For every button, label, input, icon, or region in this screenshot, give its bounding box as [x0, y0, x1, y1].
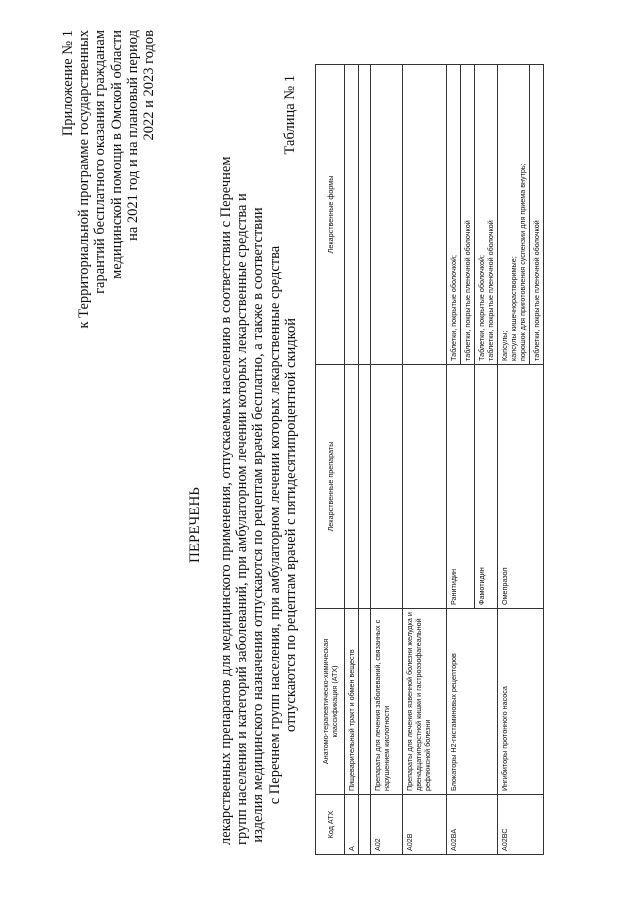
table-row	[498, 65, 544, 855]
cell-atc	[359, 609, 371, 795]
table-label: Таблица № 1	[282, 75, 298, 155]
cell-forms	[359, 65, 371, 365]
cell-forms	[403, 65, 447, 365]
table-row	[345, 65, 359, 855]
cell-atc: Блокаторы Н2-гистаминовых рецепторов	[447, 609, 498, 795]
dosage-form: таблетки, покрытые пленочной оболочкой	[529, 65, 541, 364]
header-dosage-forms: Лекарственные формы	[316, 65, 345, 365]
cell-forms	[345, 65, 359, 365]
header-atc-code: Код АТХ	[316, 795, 345, 855]
cell-code: А02ВС	[498, 795, 544, 855]
title-heading: ПЕРЕЧЕНЬ	[187, 487, 203, 563]
header-atc-classification: Анатомо-терапевтическо-химическая классификация (АТХ)	[316, 609, 345, 795]
table-header-row	[316, 65, 345, 855]
title-line: отпускаются по рецептам врачей с пятидесятипроцентной скидкой	[282, 318, 299, 732]
cell-drug: Фамотидин	[475, 365, 498, 609]
document-title	[186, 156, 299, 845]
cell-code: А02ВА	[447, 795, 498, 855]
cell-atc: Ингибиторы протонного насоса	[498, 609, 544, 795]
cell-atc: Пищеварительный тракт и обмен веществ	[345, 609, 359, 795]
cell-atc: Препараты для лечения язвенной болезни желудка и двенадцатиперстной кишки и гастроэзофагеальной рефлюксной болезни	[403, 609, 447, 795]
title-line: лекарственных препаратов для медицинского применения, отпускаемых населению в соответствии с Перечнем	[218, 156, 234, 845]
appendix-line: к Территориальной программе государственных	[76, 30, 93, 329]
cell-drug: Омепразол	[498, 365, 544, 609]
appendix-line: гарантий бесплатного оказания гражданам	[92, 30, 109, 294]
dosage-form: капсулы кишечнорастворимые;	[509, 256, 518, 361]
appendix-line: 2022 и 2023 годов	[141, 30, 158, 141]
appendix-line: медицинской помощи в Омской области	[108, 30, 125, 279]
cell-forms	[371, 65, 403, 365]
table-row	[447, 65, 475, 855]
dosage-form: таблетки, покрытые пленочной оболочкой	[486, 220, 495, 361]
dosage-form: порошок для приготовления суспензии для приема внутрь;	[518, 163, 527, 361]
cell-drug	[359, 365, 371, 609]
drug-table	[315, 64, 544, 855]
dosage-form: Капсулы;	[500, 330, 509, 361]
table-row	[359, 65, 371, 855]
cell-forms	[498, 65, 544, 365]
appendix-note	[60, 30, 157, 450]
cell-forms	[475, 65, 498, 365]
title-line: с Перечнем групп населения, при амбулаторном лечении которых лекарственные средства	[266, 245, 283, 805]
appendix-line: Приложение № 1	[60, 30, 76, 137]
cell-code: А02В	[403, 795, 447, 855]
dosage-form: Таблетки, покрытые оболочкой;	[477, 255, 486, 361]
appendix-line: на 2021 год и на плановый период	[124, 30, 141, 241]
table-row	[371, 65, 403, 855]
header-drugs: Лекарственные препараты	[316, 365, 345, 609]
cell-code	[359, 795, 371, 855]
cell-drug	[371, 365, 403, 609]
cell-drug	[345, 365, 359, 609]
cell-atc: Препараты для лечения заболеваний, связанных с нарушением кислотности	[371, 609, 403, 795]
cell-forms	[447, 65, 475, 365]
dosage-form: таблетки, покрытые пленочной оболочкой	[460, 65, 472, 364]
dosage-form: Таблетки, покрытые оболочкой;	[449, 255, 458, 361]
cell-drug: Ранитидин	[447, 365, 475, 609]
cell-drug	[403, 365, 447, 609]
cell-code: А02	[371, 795, 403, 855]
cell-code: А	[345, 795, 359, 855]
title-line: изделия медицинского назначения отпускаются по рецептам врачей бесплатно, а также в соответствии	[250, 207, 267, 843]
title-line: групп населения и категорий заболеваний, при амбулаторном лечении которых лекарственные средства и	[234, 193, 251, 845]
table-row	[403, 65, 447, 855]
